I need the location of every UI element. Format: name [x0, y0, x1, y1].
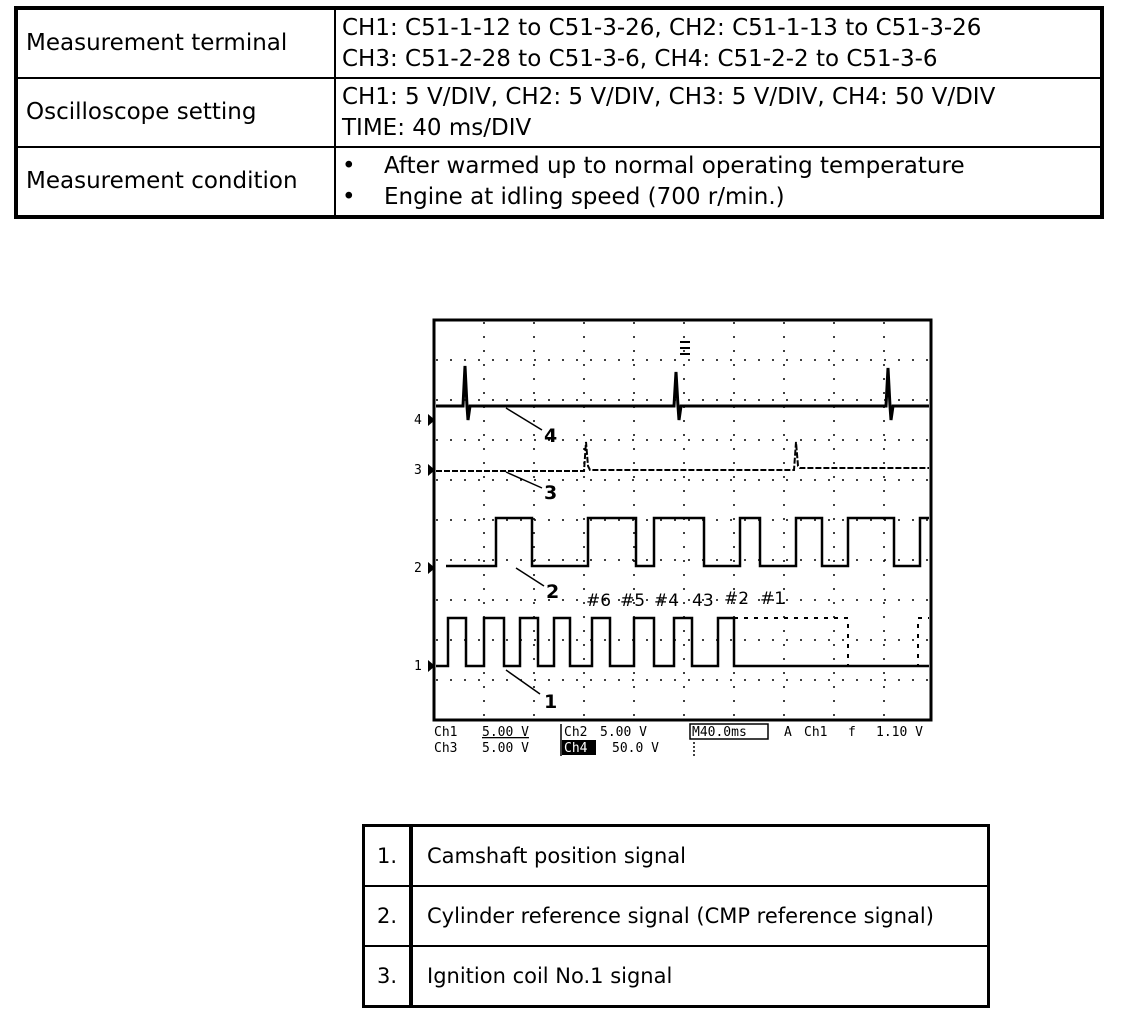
table-row: [16, 147, 1102, 217]
signal-legend-table: [362, 824, 990, 1008]
condition-bullet-1: [342, 151, 1094, 182]
bullet-icon: •: [342, 184, 356, 210]
oscilloscope-screen: [408, 316, 938, 761]
status-ch4-label: Ch4: [564, 741, 588, 756]
status-ch3-volts: 5.00 V: [482, 741, 529, 756]
condition-bullet-2: [342, 182, 1094, 213]
row-label-measurement-condition: Measurement condition: [16, 147, 335, 217]
legend-number: 3.: [364, 946, 412, 1007]
scope-status-bar: [434, 725, 923, 756]
measurement-info-table: [14, 6, 1104, 219]
legend-text: Ignition coil No.1 signal: [411, 946, 989, 1007]
row-label-oscilloscope-setting: Oscilloscope setting: [16, 78, 335, 147]
ch3-marker: 3: [414, 463, 422, 478]
table-row: [16, 78, 1102, 147]
legend-number: 2.: [364, 886, 412, 946]
status-ch1-label: Ch1: [434, 725, 458, 740]
bullet-icon: •: [342, 153, 356, 179]
table-row: [364, 886, 989, 946]
cylinder-label: 43: [692, 591, 714, 611]
table-row: [16, 8, 1102, 78]
channel-markers: [414, 413, 422, 674]
terminal-line-2: CH3: C51-2-28 to C51-3-6, CH4: C51-2-2 to C51-3-6: [342, 46, 938, 72]
legend-text: Camshaft position signal: [411, 826, 989, 887]
status-ch4-volts: 50.0 V: [612, 741, 659, 756]
status-trigger-symbol: A: [784, 725, 792, 740]
setting-line-2: TIME: 40 ms/DIV: [342, 115, 532, 141]
callout-3: 3: [544, 482, 558, 504]
measurement-terminal-value: [335, 8, 1102, 78]
status-trigger-source: Ch1: [804, 725, 828, 740]
oscilloscope-setting-value: [335, 78, 1102, 147]
status-trigger-level: 1.10 V: [876, 725, 923, 740]
ch4-marker: 4: [414, 413, 422, 428]
callout-2: 2: [546, 581, 560, 603]
terminal-line-1: CH1: C51-1-12 to C51-3-26, CH2: C51-1-13 to C51-3-26: [342, 15, 982, 41]
callout-1: 1: [544, 691, 558, 713]
status-ch2-label: Ch2: [564, 725, 588, 740]
status-trigger-slope: f: [848, 725, 856, 740]
status-ch1-volts: 5.00 V: [482, 725, 529, 740]
status-ch2-volts: 5.00 V: [600, 725, 647, 740]
table-row: [364, 946, 989, 1007]
condition-text-2: Engine at idling speed (700 r/min.): [384, 184, 785, 210]
legend-text: Cylinder reference signal (CMP reference signal): [411, 886, 989, 946]
cylinder-label: #6: [586, 591, 612, 611]
measurement-condition-value: [335, 147, 1102, 217]
table-row: [364, 826, 989, 887]
status-ch3-label: Ch3: [434, 741, 458, 756]
legend-number: 1.: [364, 826, 412, 887]
ch2-marker: 2: [414, 561, 422, 576]
ch1-marker: 1: [414, 659, 422, 674]
condition-text-1: After warmed up to normal operating temperature: [384, 153, 965, 179]
cylinder-label: #4: [654, 591, 680, 611]
row-label-measurement-terminal: Measurement terminal: [16, 8, 335, 78]
cylinder-label: #5: [620, 591, 646, 611]
status-timebase: M40.0ms: [692, 725, 747, 740]
setting-line-1: CH1: 5 V/DIV, CH2: 5 V/DIV, CH3: 5 V/DIV, CH4: 50 V/DIV: [342, 84, 996, 110]
cylinder-label: #1: [760, 589, 786, 609]
callout-4: 4: [544, 425, 558, 447]
cylinder-label: #2: [724, 589, 750, 609]
